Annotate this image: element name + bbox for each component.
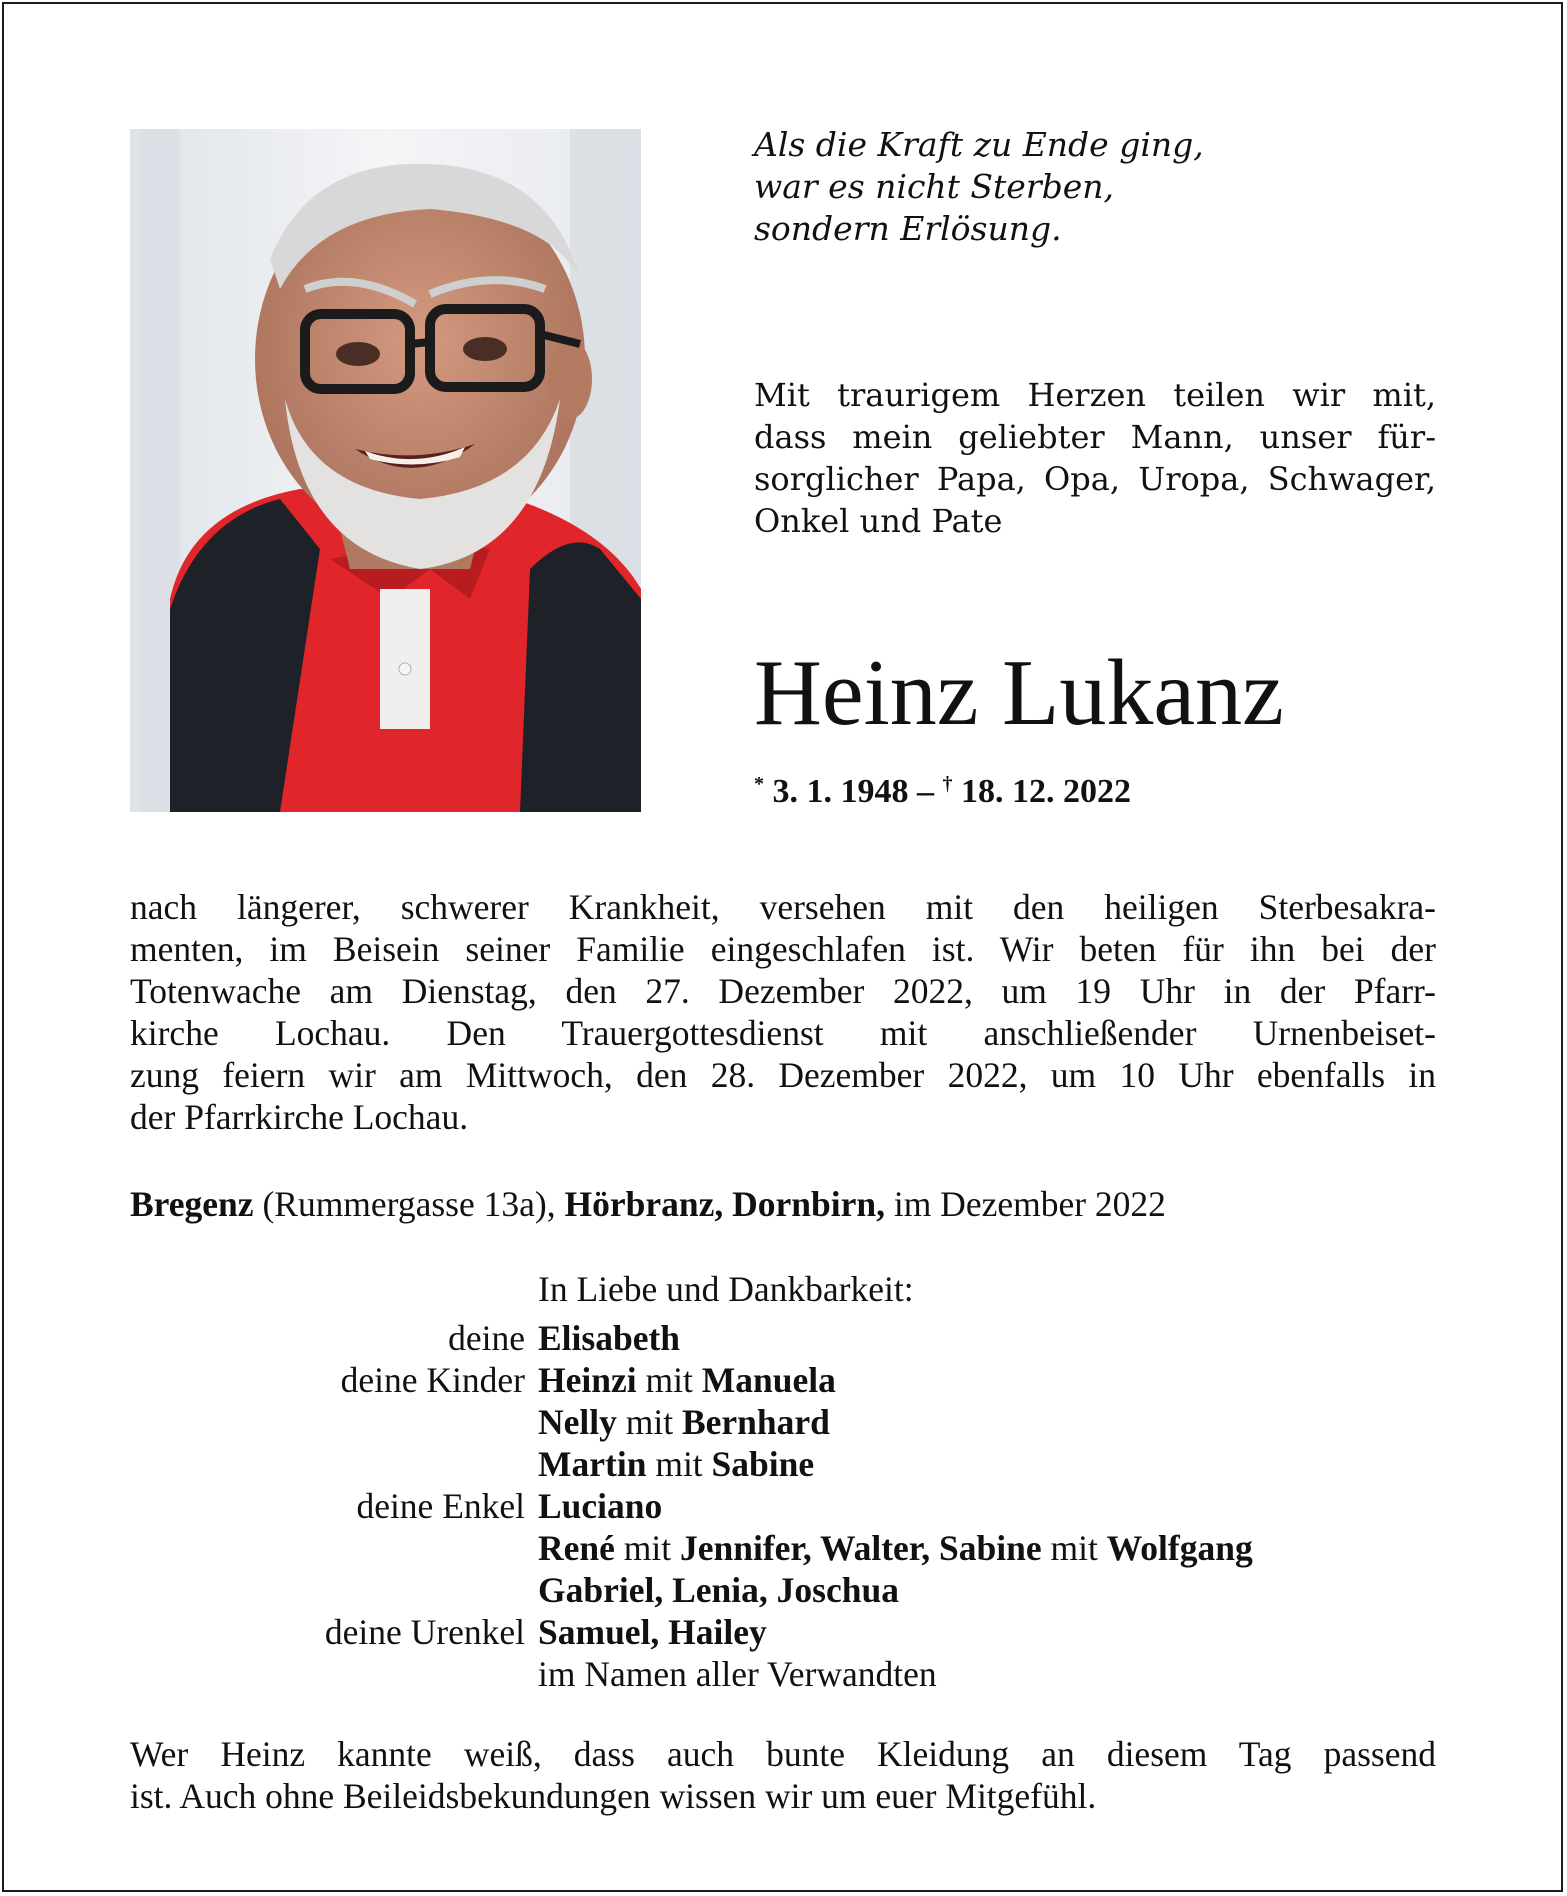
quote-block [754,124,1454,250]
family-names [538,1485,662,1527]
intro-line: dass mein geliebter Mann, unser für- [754,418,1436,456]
birth-symbol: * [754,773,764,795]
body-line: Totenwache am Dienstag, den 27. Dezember 2022, um 19 Uhr in der Pfarr- [130,971,1436,1011]
body-line: zung feiern wir am Mittwoch, den 28. Dezember 2022, um 10 Uhr ebenfalls in [130,1055,1436,1095]
family-row [130,1443,1450,1485]
family-row [130,1569,1450,1611]
family-member-name: Elisabeth [538,1318,681,1358]
family-names [538,1317,680,1359]
family-member-name: Samuel, Hailey [538,1612,767,1652]
intro-paragraph [754,374,1436,542]
family-relation-label [130,1569,538,1611]
family-member-name: Bernhard [681,1402,830,1442]
family-member-name: Sabine [711,1444,815,1484]
family-row [130,1317,1450,1359]
family-row [130,1653,1450,1695]
family-names [538,1611,767,1653]
family-relation-label [130,1443,538,1485]
family-connector: mit [616,1402,682,1442]
place-and-date [130,1183,1166,1225]
portrait-illustration [130,129,641,812]
family-row [130,1611,1450,1653]
family-names [538,1527,1253,1569]
family-member-name: Nelly [538,1402,617,1442]
family-connector: im Namen aller Verwandten [538,1654,937,1694]
family-member-name: Wolfgang [1106,1528,1253,1568]
body-line: menten, im Beisein seiner Familie eingeschlafen ist. Wir beten für ihn bei der [130,929,1436,969]
family-row [130,1485,1450,1527]
family-names [538,1569,899,1611]
family-connector: mit [636,1360,702,1400]
life-dates [754,764,1131,812]
family-names [538,1443,814,1485]
family-relation-label [130,1527,538,1569]
place-date: im Dezember 2022 [884,1184,1166,1224]
body-line: kirche Lochau. Den Trauergottesdienst mit anschließender Urnenbeiset- [130,1013,1436,1053]
birth-date: 3. 1. 1948 [772,773,909,810]
family-names [538,1359,836,1401]
date-separator: – [908,773,943,810]
family-member-name: Martin [538,1444,647,1484]
closing-paragraph [130,1733,1436,1817]
body-line: der Pfarrkirche Lochau. [130,1097,469,1137]
deceased-name: Heinz Lukanz [754,641,1284,745]
family-member-name: Manuela [701,1360,836,1400]
family-row [130,1527,1450,1569]
portrait-photo [130,129,641,812]
family-names [538,1653,937,1695]
intro-line: sorglicher Papa, Opa, Uropa, Schwager, [754,460,1436,498]
family-member-name: René [538,1528,615,1568]
death-date: 18. 12. 2022 [961,773,1131,810]
family-relation-label: deine [448,1318,525,1358]
announcement-paragraph [130,886,1436,1138]
place-cities: Hörbranz, Dornbirn, [564,1184,885,1224]
family-row [130,1401,1450,1443]
place-city: Bregenz [130,1184,254,1224]
signature-heading: In Liebe und Dankbarkeit: [538,1269,914,1309]
family-connector: mit [1041,1528,1107,1568]
family-member-name: Gabriel, Lenia, Joschua [538,1570,899,1610]
family-relation-label: deine Kinder [340,1360,525,1400]
body-line: nach längerer, schwerer Krankheit, versehen mit den heiligen Sterbesakra- [130,887,1436,927]
family-member-name: Heinzi [538,1360,637,1400]
quote-line: Als die Kraft zu Ende ging, [754,125,1204,164]
quote-line: war es nicht Sterben, [754,167,1115,206]
family-relation-label: deine Urenkel [324,1612,525,1652]
family-relation-label: deine Enkel [356,1486,525,1526]
intro-line: Onkel und Pate [754,502,1003,540]
family-list [130,1317,1450,1695]
quote-line: sondern Erlösung. [754,209,1062,248]
family-relation-label [130,1401,538,1443]
family-names [538,1401,830,1443]
family-connector: mit [614,1528,680,1568]
family-connector: mit [646,1444,712,1484]
intro-line: Mit traurigem Herzen teilen wir mit, [754,376,1436,414]
family-member-name: Luciano [538,1486,663,1526]
closing-line: ist. Auch ohne Beileidsbekundungen wissen wir um euer Mitgefühl. [130,1776,1097,1816]
family-relation-label [130,1653,538,1695]
closing-line: Wer Heinz kannte weiß, dass auch bunte Kleidung an diesem Tag passend [130,1734,1436,1774]
family-member-name: Jennifer, Walter, Sabine [680,1528,1042,1568]
place-address: (Rummergasse 13a), [253,1184,565,1224]
death-symbol: † [942,773,953,795]
family-row [130,1359,1450,1401]
